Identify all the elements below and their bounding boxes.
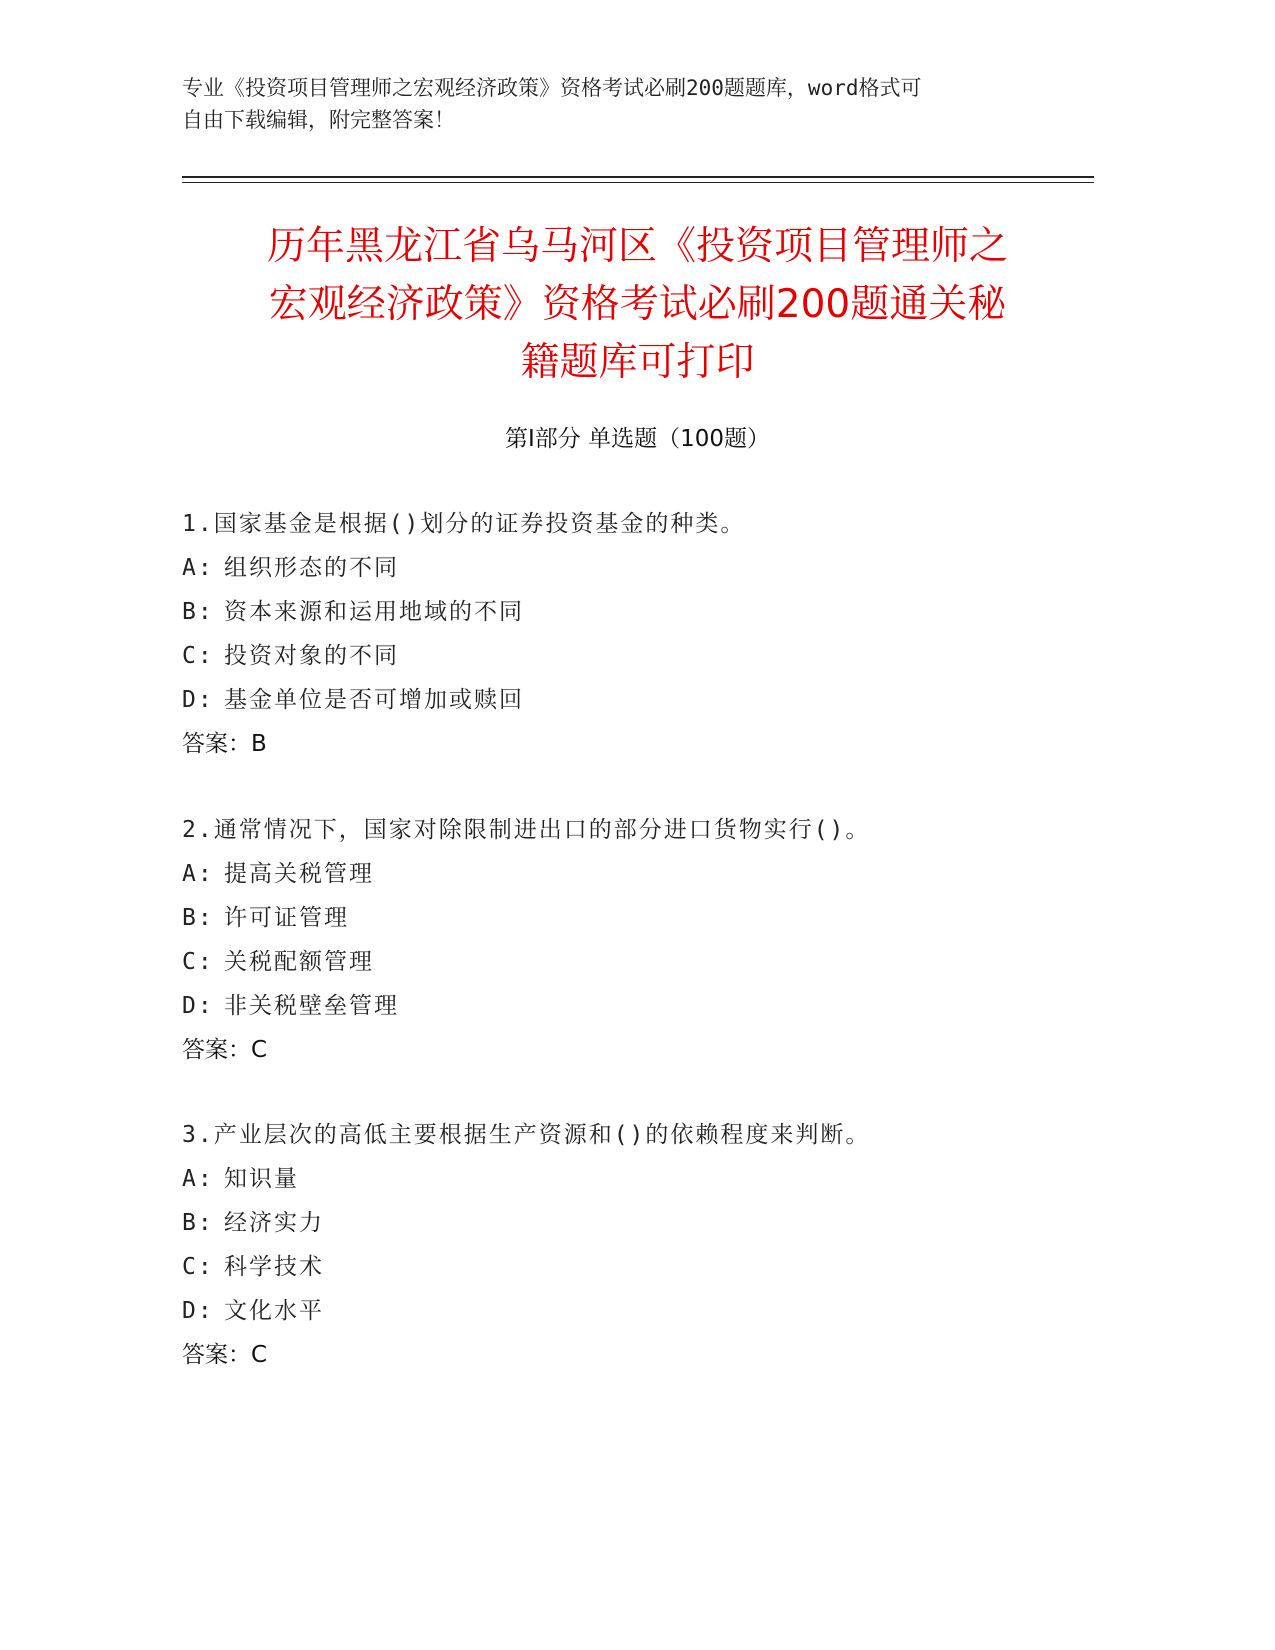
question-stem: 1.国家基金是根据()划分的证券投资基金的种类。 — [182, 511, 746, 537]
answer: 答案：C — [182, 1037, 268, 1063]
option-d — [182, 984, 1132, 1028]
option-a — [182, 1157, 1132, 1201]
option-d — [182, 678, 1132, 722]
option-letter: B: — [182, 1210, 214, 1236]
option-text: 资本来源和运用地域的不同 — [224, 599, 524, 625]
header-divider-thick — [182, 176, 1094, 178]
option-b — [182, 590, 1132, 634]
question-2 — [182, 808, 1132, 1072]
option-letter: D: — [182, 1298, 214, 1324]
option-c — [182, 634, 1132, 678]
answer: 答案：C — [182, 1342, 268, 1368]
option-letter: A: — [182, 861, 214, 887]
intro-text — [182, 72, 1082, 136]
option-letter: C: — [182, 643, 214, 669]
option-text: 许可证管理 — [224, 905, 349, 931]
intro-line-2: 自由下载编辑，附完整答案！ — [182, 108, 455, 132]
option-b — [182, 896, 1132, 940]
option-c — [182, 1245, 1132, 1289]
option-letter: D: — [182, 687, 214, 713]
option-text: 基金单位是否可增加或赎回 — [224, 687, 524, 713]
option-letter: A: — [182, 1166, 214, 1192]
header-divider-thin — [182, 182, 1094, 183]
option-text: 非关税壁垒管理 — [224, 993, 399, 1019]
option-letter: C: — [182, 949, 214, 975]
option-letter: A: — [182, 555, 214, 581]
option-text: 投资对象的不同 — [224, 643, 399, 669]
option-b — [182, 1201, 1132, 1245]
option-c — [182, 940, 1132, 984]
title-line-2: 宏观经济政策》资格考试必刷200题通关秘 — [268, 282, 1007, 327]
option-text: 文化水平 — [224, 1298, 324, 1324]
option-text: 科学技术 — [224, 1254, 324, 1280]
option-text: 经济实力 — [224, 1210, 324, 1236]
question-1 — [182, 502, 1132, 766]
question-stem: 2.通常情况下，国家对除限制进出口的部分进口货物实行()。 — [182, 817, 871, 843]
question-3 — [182, 1113, 1132, 1377]
option-text: 知识量 — [224, 1166, 299, 1192]
intro-line-1: 专业《投资项目管理师之宏观经济政策》资格考试必刷200题题库，word格式可 — [182, 76, 922, 100]
title-line-3: 籍题库可打印 — [520, 340, 755, 385]
section-heading: 第Ⅰ部分 单选题（100题） — [505, 426, 770, 452]
document-title — [120, 218, 1155, 392]
option-d — [182, 1289, 1132, 1333]
question-stem: 3.产业层次的高低主要根据生产资源和()的依赖程度来判断。 — [182, 1122, 871, 1148]
option-a — [182, 546, 1132, 590]
option-text: 关税配额管理 — [224, 949, 374, 975]
option-a — [182, 852, 1132, 896]
option-letter: C: — [182, 1254, 214, 1280]
option-text: 组织形态的不同 — [224, 555, 399, 581]
title-line-1: 历年黑龙江省乌马河区《投资项目管理师之 — [266, 224, 1008, 269]
option-text: 提高关税管理 — [224, 861, 374, 887]
option-letter: B: — [182, 599, 214, 625]
option-letter: B: — [182, 905, 214, 931]
option-letter: D: — [182, 993, 214, 1019]
answer: 答案：B — [182, 731, 267, 757]
